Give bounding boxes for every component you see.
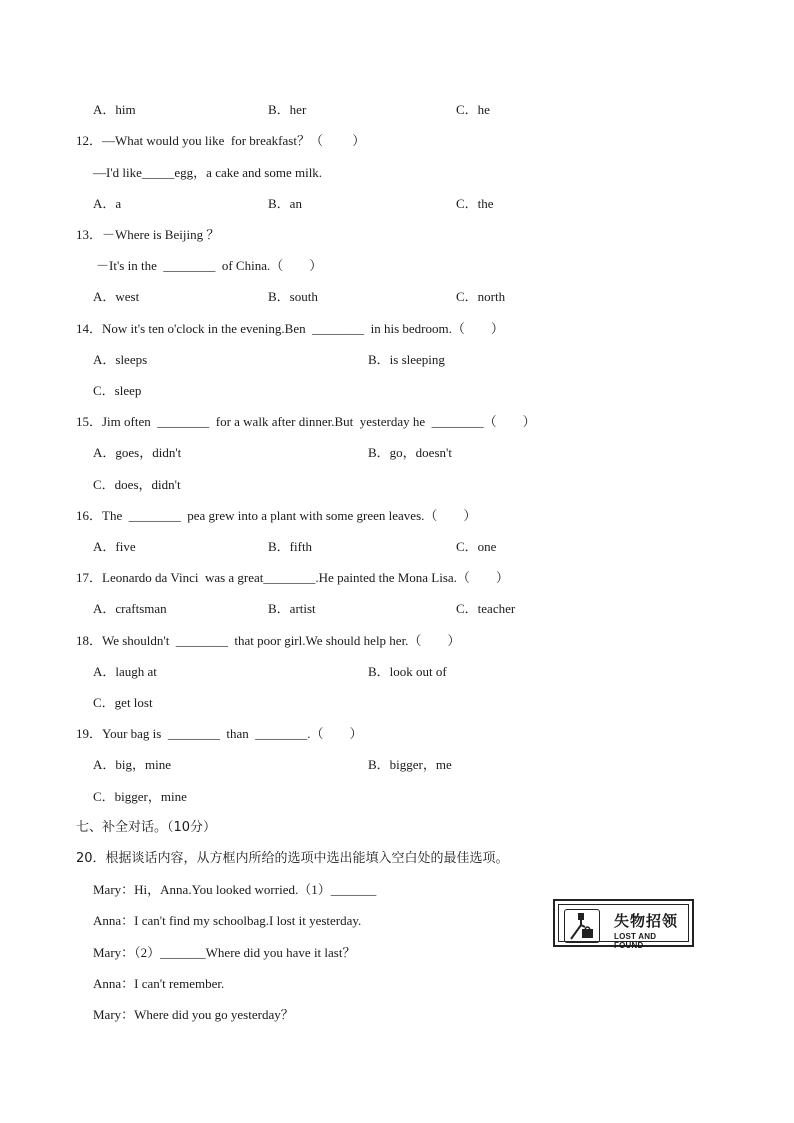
- question-text-line: 15．Jim often ________ for a walk after dinner.But yesterday he ________（ ）: [76, 414, 536, 429]
- question-text-line: A．big，mine: [93, 757, 171, 772]
- question-text-line: Anna：I can't remember.: [93, 976, 225, 991]
- question-text-line: A．west: [93, 289, 140, 304]
- question-text-line: —I'd like_____egg，a cake and some milk.: [93, 165, 323, 180]
- question-text-line: C．the: [456, 196, 494, 211]
- question-text-line: 13．－Where is Beijing ？: [76, 227, 220, 242]
- question-text-line: B．go，doesn't: [368, 445, 452, 460]
- question-text-line: B．her: [268, 102, 307, 117]
- question-text-line: 19．Your bag is ________ than ________.（ ）: [76, 726, 363, 741]
- question-text-line: C．one: [456, 539, 497, 554]
- section-heading: 20．根据谈话内容，从方框内所给的选项中选出能填入空白处的最佳选项。: [76, 851, 509, 866]
- sign-inner-frame: [558, 904, 689, 950]
- question-text-line: A．goes，didn't: [93, 445, 182, 460]
- question-text-line: 12．—What would you like for breakfast？（ ）: [76, 133, 366, 148]
- question-text-line: B．artist: [268, 601, 316, 616]
- question-text-line: 17．Leonardo da Vinci was a great________.He painted the Mona Lisa.（ ）: [76, 570, 509, 585]
- question-text-line: Anna：I can't find my schoolbag.I lost it yesterday.: [93, 913, 362, 928]
- question-text-line: B．look out of: [368, 664, 447, 679]
- question-text-line: A．craftsman: [93, 601, 167, 616]
- question-text-line: C．does，didn't: [93, 477, 181, 492]
- question-text-line: C．he: [456, 102, 490, 117]
- question-text-line: －It's in the ________ of China.（ ）: [96, 258, 323, 273]
- question-text-line: C．teacher: [456, 601, 516, 616]
- question-text-line: A．laugh at: [93, 664, 157, 679]
- question-text-line: B．bigger，me: [368, 757, 452, 772]
- question-text-line: Mary：Where did you go yesterday？: [93, 1007, 294, 1022]
- question-text-line: C．north: [456, 289, 506, 304]
- sign-title-english: LOST AND FOUND: [614, 932, 657, 950]
- sign-title-chinese: 失物招领: [614, 912, 679, 930]
- question-text-line: B．south: [268, 289, 318, 304]
- question-text-line: A．sleeps: [93, 352, 148, 367]
- question-text-line: Mary：Hi，Anna.You looked worried.（1）_______: [93, 882, 377, 897]
- question-text-line: 14．Now it's ten o'clock in the evening.Ben ________ in his bedroom.（ ）: [76, 321, 504, 336]
- question-text-line: A．a: [93, 196, 122, 211]
- question-text-line: 18．We shouldn't ________ that poor girl.We should help her.（ ）: [76, 633, 461, 648]
- lost-and-found-icon: [564, 909, 600, 943]
- question-text-line: 16．The ________ pea grew into a plant with some green leaves.（ ）: [76, 508, 477, 523]
- question-text-line: A．him: [93, 102, 136, 117]
- question-text-line: C．bigger，mine: [93, 789, 187, 804]
- question-text-line: B．an: [268, 196, 302, 211]
- question-text-line: B．is sleeping: [368, 352, 445, 367]
- question-text-line: Mary：（2）_______Where did you have it last？: [93, 945, 356, 960]
- question-text-line: C．get lost: [93, 695, 153, 710]
- section-heading: 七、补全对话。（10分）: [76, 820, 217, 835]
- lost-and-found-sign: [553, 899, 694, 950]
- question-text-line: A．five: [93, 539, 136, 554]
- question-text-line: C．sleep: [93, 383, 142, 398]
- question-text-line: B．fifth: [268, 539, 313, 554]
